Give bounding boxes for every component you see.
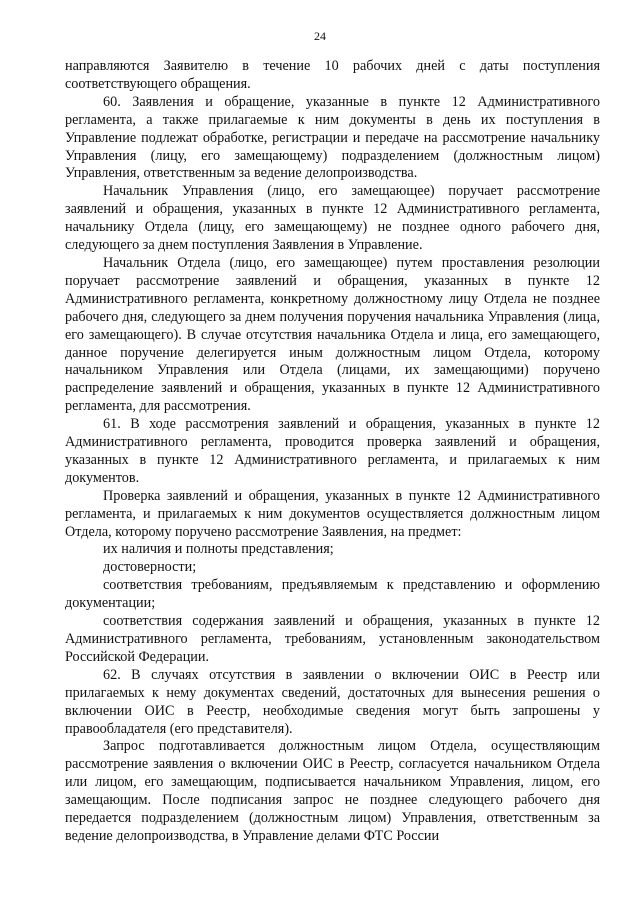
list-item-requirements: соответствия требованиям, предъявляемым к представлению и оформлению документации; <box>65 577 600 612</box>
paragraph-60: 60. Заявления и обращение, указанные в пункте 12 Административного регламента, а также прилагаемые к ним документы в день их поступления в Управление подлежат обработке, регистрации и передаче на рассмотрение начальнику Управления (лицу, его замещающему) подразделением (должностным лицом) Управления, ответственным за ведение делопроизводства. <box>65 93 600 182</box>
list-item-completeness: их наличия и полноты представления; <box>103 541 334 558</box>
document-body <box>65 58 600 846</box>
paragraph-61: 61. В ходе рассмотрения заявлений и обращения, указанных в пункте 12 Административного регламента, проводится проверка заявлений и обращения, указанных в пункте 12 Административного регламента, и прилагаемых к ним документов. <box>65 416 600 486</box>
page-number: 24 <box>314 29 326 43</box>
paragraph-department-assignment: Начальник Отдела (лицо, его замещающее) путем проставления резолюции поручает рассмотрение заявлений и обращения, указанных в пункте 12 Административного регламента, конкретному должностному лицу Отдела не позднее рабочего дня, следующего за днем получения поручения начальника Управления (лица, его замещающего). В случае отсутствия начальника Отдела и лица, его замещающего, данное поручение делегируется иным должностным лицом Отдела, которому начальником Управления или Отдела (лицами, их замещающими) поручено распределение заявлений и обращения, указанных в пункте 12 Административного регламента, для рассмотрения. <box>65 254 600 415</box>
paragraph-continuation: направляются Заявителю в течение 10 рабочих дней с даты поступления соответствующего обращения. <box>65 58 600 92</box>
paragraph-check-subject: Проверка заявлений и обращения, указанных в пункте 12 Административного регламента, и прилагаемых к ним документов осуществляется должностным лицом Отдела, которому поручено рассмотрение Заявления, на предмет: <box>65 487 600 540</box>
list-item-reliability: достоверности; <box>103 559 197 576</box>
paragraph-head-assignment: Начальник Управления (лицо, его замещающее) поручает рассмотрение заявлений и обращения, указанных в пункте 12 Административного регламента, начальнику Отдела (лицу, его замещающему) не позднее одного рабочего дня, следующего за днем поступления Заявления в Управление. <box>65 183 600 254</box>
paragraph-62: 62. В случаях отсутствия в заявлении о включении ОИС в Реестр или прилагаемых к нему документах сведений, достаточных для вынесения решения о включении ОИС в Реестр, необходимые сведения могут быть запрошены у правообладателя (его представителя). <box>65 666 600 737</box>
paragraph-request: Запрос подготавливается должностным лицом Отдела, осуществляющим рассмотрение заявления о включении ОИС в Реестр, согласуется начальником Отдела или лицом, его замещающим, подписывается начальником Управления, лицом, его замещающим. После подписания запрос не позднее следующего рабочего дня передается подразделением (должностным лицом) Управления, ответственным за ведение делопроизводства, в Управление делами ФТС России <box>65 738 600 844</box>
list-item-legislation: соответствия содержания заявлений и обращения, указанных в пункте 12 Административного регламента, требованиям, установленным законодательством Российской Федерации. <box>65 613 600 665</box>
